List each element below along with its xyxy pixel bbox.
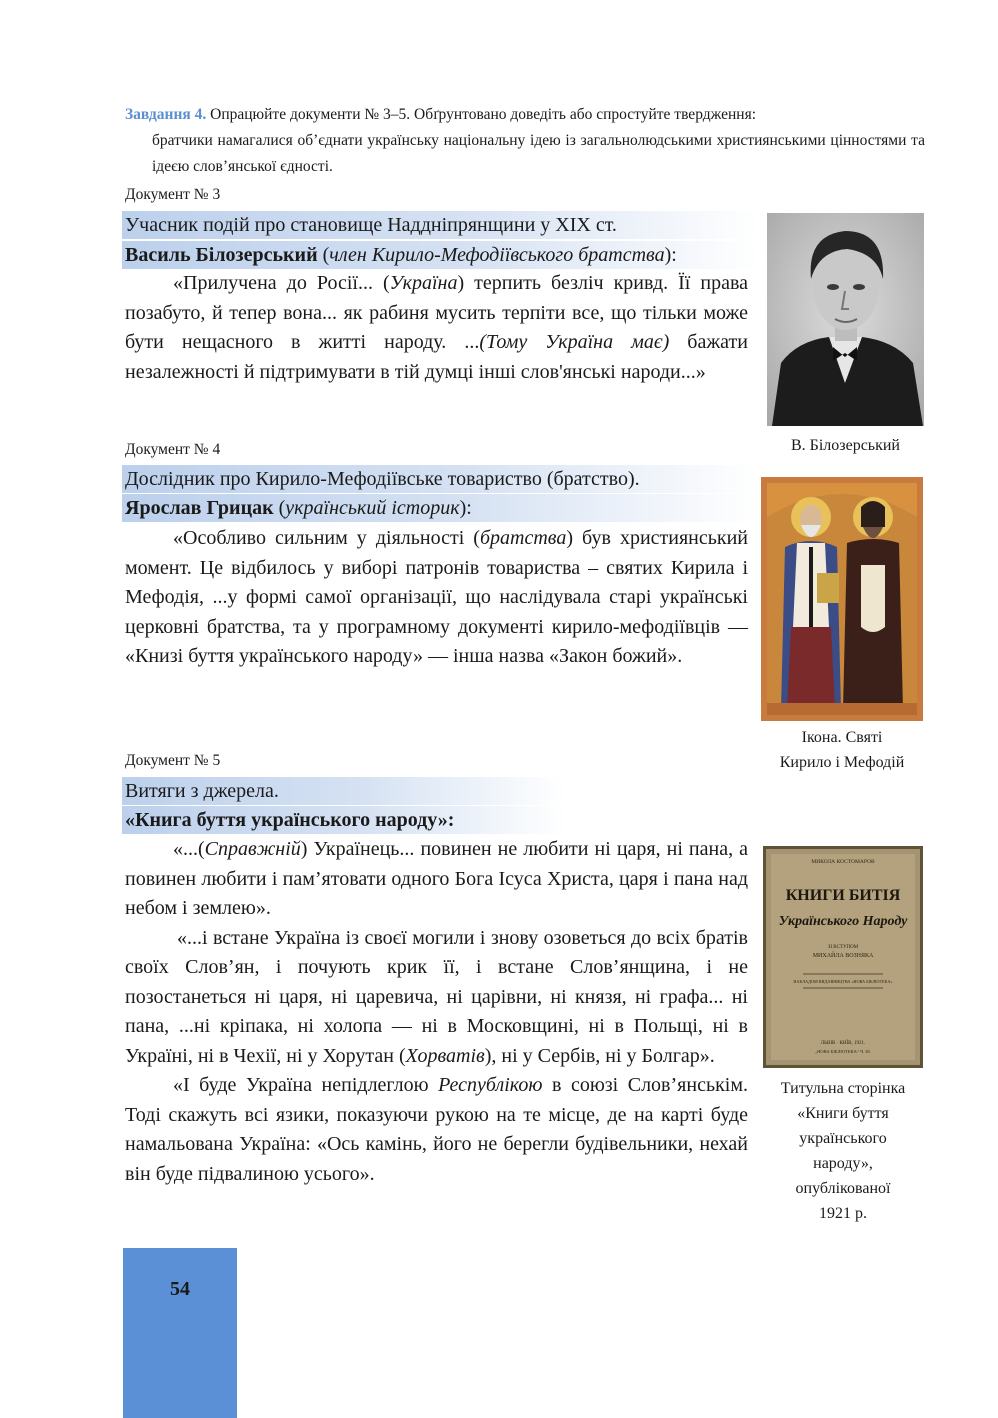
doc4-author-line [122, 494, 758, 522]
doc5-caption-line: 1921 р. [819, 1205, 867, 1222]
book-sub2: МИХАЙЛА ВОЗНЯКА [812, 953, 874, 959]
book-city: ЛЬВІВ · КИЇВ, 1921. [820, 1041, 866, 1046]
doc4-quote [125, 524, 748, 672]
doc5-p1-a: «...( [173, 838, 205, 860]
task-label: Завдання 4. [125, 106, 207, 123]
doc4-paren-open: ( [273, 497, 286, 519]
doc5-p1-b: Справжній [204, 838, 301, 860]
doc4-author-role: український історик [285, 497, 460, 519]
book-top-text: МИКОЛА КОСТОМАРОВ [811, 859, 875, 865]
book-series: „НОВА БІБЛІОТЕКА“ Ч. 38. [815, 1049, 871, 1054]
book-sub1: ЗІ ВСТУПОМ [827, 945, 859, 950]
doc4-caption-line1: Ікона. Святі [801, 729, 883, 746]
doc3-author: Василь Білозерський [125, 244, 318, 266]
book-title1: КНИГИ БИТІЯ [785, 887, 901, 904]
doc4-quote-c: ) був християнський момент. Це відбилось у виборі патронів товариства – святих Кирила і Мефодія, ...у формі самої організації, що наслідувала старі українські церковні братства, та у програмному документі кирило-мефодіївців — «Книзі буття українського народу» — інша назва «Закон божий». [125, 527, 748, 667]
page-number-tab [123, 1248, 237, 1418]
doc3-quote-d: (Тому Україна має) [479, 331, 670, 353]
doc5-number: Документ № 5 [125, 752, 221, 769]
doc3-paren-open: ( [317, 244, 330, 266]
doc4-paren-close: ): [459, 497, 472, 519]
doc5-caption-line: «Книги буття [797, 1105, 889, 1122]
icon-saints-image [761, 477, 923, 721]
doc5-p2-b: Хорватів [405, 1044, 485, 1067]
doc5-p2-a: «...і встане Україна із своєї могили і знову озоветься до всіх братів своїх Слов’ян, і почують крик її, і встане Слов’янщина, і не позостанеться ні царя, ні царевича, ні царівни, ні князя, ні графа... ні пана, ...ні кріпака, ні холопа — ні в Московщині, ні в Польщі, ні в Україні, ні в Чехії, ні у Хорутан ( [125, 926, 748, 1067]
doc4-author: Ярослав Грицак [125, 497, 274, 519]
doc3-quote-e: бажати незалежності й підтримувати в тій думці інші слов'янські народи...» [125, 331, 748, 383]
portrait-bilozerskyi [767, 213, 924, 426]
doc3-author-role: член Кирило-Мефодіївського братства [329, 244, 665, 266]
doc3-caption: В. Білозерський [790, 437, 900, 454]
doc5-heading: Витяги з джерела. [122, 777, 565, 805]
doc3-quote-c: ) терпить безліч кривд. Її права позабуто, й тепер вона... як рабиня мусить терпіти все, що тільки може бути нещасного в житті народу. ... [125, 272, 749, 353]
doc3-quote-a: «Прилучена до Росії... ( [173, 272, 390, 294]
doc4-caption-line2: Кирило і Мефодій [779, 754, 905, 771]
doc4-number: Документ № 4 [125, 441, 221, 458]
doc3-quote-b: Україна [389, 272, 458, 294]
doc5-caption-line: Титульна сторінка [780, 1080, 906, 1097]
doc3-heading: Учасник подій про становище Наддніпрянщини у XIX ст. [122, 211, 758, 239]
doc4-caption [761, 725, 923, 775]
doc3-author-line [122, 241, 758, 269]
doc5-caption-line: народу», [813, 1155, 873, 1172]
book-title-page-image [763, 846, 923, 1068]
doc5-caption [757, 1076, 929, 1226]
doc5-caption-line: українського [799, 1130, 887, 1147]
doc4-quote-a: «Особливо сильним у діяльності ( [173, 527, 480, 549]
doc5-p1-c: ) Українець... повинен не любити ні царя, ні пана, а повинен любити і пам’ятовати одного Бога Ісуса Христа, царя і пана над небом і землею». [125, 838, 748, 919]
task-line2: братчики намагалися об’єднати українську національну ідею із загальнолюдськими християнськими цінностями та ідеєю слов’янської єдності. [152, 132, 925, 175]
doc5-p2-c: ), ні у Сербів, ні у Болгар». [484, 1044, 715, 1067]
doc5-source-title: «Книга буття українського народу»: [125, 809, 455, 831]
doc4-quote-b: братства [479, 527, 567, 549]
doc5-source [122, 806, 565, 834]
doc5-quote [125, 835, 748, 1189]
doc5-p3-b: Республікою [438, 1074, 543, 1096]
page-number: 54 [170, 1278, 190, 1300]
doc5-p3-a: «І буде Україна непідлеглою [173, 1074, 439, 1096]
doc5-p3-c: в союзі Слов’янськім. Тоді скажуть всі язики, показуючи рукою на те місце, де на карті буде намальована Україна: «Ось камінь, його не берегли будівельники, нехай він буде підвалиною усього». [125, 1074, 748, 1185]
book-title2: Українського Народу [778, 914, 908, 929]
task-line1: Опрацюйте документи № 3–5. Обґрунтовано доведіть або спростуйте твердження: [206, 106, 757, 123]
doc5-caption-line: опублікованої [795, 1180, 891, 1197]
doc3-number: Документ № 3 [125, 186, 221, 203]
doc3-quote [125, 269, 748, 387]
doc4-heading: Дослідник про Кирило-Мефодіївське товариство (братство). [122, 465, 758, 493]
task-block [125, 102, 925, 180]
doc3-paren-close: ): [664, 244, 677, 266]
book-pub: НАКЛАДОМ ВИДАВНИЦТВА «НОВА БІБЛІОТЕКА» [793, 979, 893, 984]
